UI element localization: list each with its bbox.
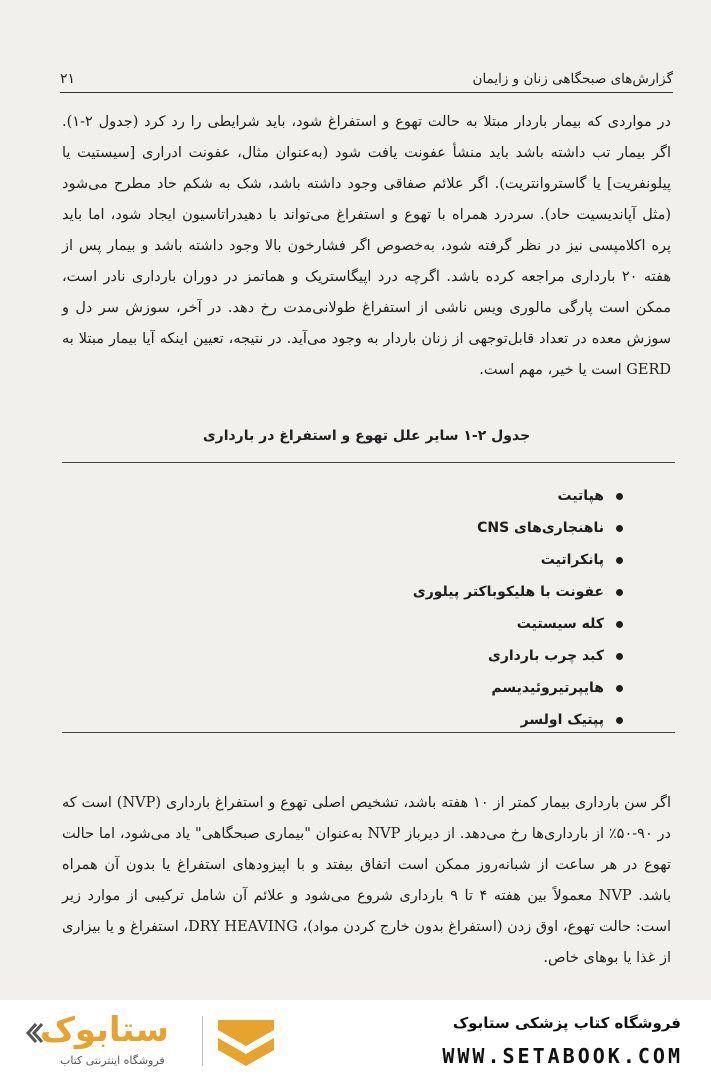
term-gerd: GERD	[626, 362, 671, 378]
page-number: ۲۱	[60, 71, 76, 87]
causes-list	[413, 480, 623, 736]
list-item	[413, 576, 623, 608]
list-item-label: پانکراتیت	[540, 552, 604, 568]
list-item	[413, 672, 623, 704]
bullet-icon	[616, 653, 623, 660]
list-item-label: کله سیستیت	[516, 616, 604, 632]
abbr-nvp-3: NVP	[598, 888, 632, 904]
paragraph-nvp	[62, 788, 671, 974]
paragraph2-text-d: معمولاً بین هفته ۴ تا ۹ بارداری شروع می‌شود و علائم آن شامل ترکیبی از موارد زیر است: حالت تهوع، اوق زدن (استفراغ بدون خارج کردن مواد)،	[62, 888, 672, 935]
list-item-label: هایپرتیروئیدیسم	[491, 680, 604, 696]
logo-wordmark: ستابوک	[40, 1010, 169, 1050]
bullet-icon	[616, 589, 623, 596]
list-item-label: هپاتیت	[557, 488, 604, 504]
paragraph-differential-diagnosis	[62, 107, 671, 386]
paragraph2-text-b: است که در ۹۰-۵۰٪ از بارداری‌ها رخ می‌دهد. از دیرباز	[62, 795, 671, 842]
store-footer-banner	[0, 1000, 711, 1080]
paragraph2-text-a: اگر سن بارداری بیمار کمتر از ۱۰ هفته باشد، تشخیص اصلی تهوع و استفراغ بارداری	[165, 795, 671, 811]
list-item	[413, 512, 623, 544]
table-caption: جدول ۲-۱ سایر علل تهوع و استفراغ در بارداری	[202, 428, 531, 444]
store-name: فروشگاه کتاب پزشکی ستابوک	[452, 1014, 681, 1032]
bullet-icon	[616, 557, 623, 564]
running-header-title: گزارش‌های صبحگاهی زنان و زایمان	[472, 71, 673, 87]
list-item	[413, 608, 623, 640]
bullet-icon	[616, 493, 623, 500]
running-header	[60, 66, 673, 93]
logo-divider	[202, 1016, 203, 1066]
logo-arrows-icon	[22, 1022, 44, 1044]
term-dry-heaving: DRY HEAVING	[188, 919, 298, 935]
list-item-label: پپتیک اولسر	[520, 712, 604, 728]
store-url[interactable]: WWW.SETABOOK.COM	[442, 1044, 683, 1068]
bullet-icon	[616, 685, 623, 692]
bullet-icon	[616, 525, 623, 532]
table-bottom-rule	[62, 732, 675, 733]
bullet-icon	[616, 717, 623, 724]
list-item	[413, 640, 623, 672]
logo-chevron-icon	[216, 1016, 276, 1066]
list-item	[413, 544, 623, 576]
logo-tagline: فروشگاه اینترنتی کتاب	[60, 1054, 165, 1067]
paragraph1-text-a: در مواردی که بیمار باردار مبتلا به حالت تهوع و استفراغ شود، باید شرایطی را رد کرد (جدول ۲-۱). اگر بیمار تب داشته باشد باید منشأ عفونت یافت شود (به‌عنوان مثال، عفونت ادراری [سیستیت یا پیلونفریت] یا گاستروانتریت). اگر علائم صفاقی وجود داشته باشد، شک به شکم حاد مطرح می‌شود (مثل آپاندیسیت حاد). سردرد همراه با تهوع و استفراغ می‌تواند با دهیدراتاسیون ایجاد شود، اما باید پره اکلامپسی نیز در نظر گرفته شود، به‌خصوص اگر فشارخون بالا وجود داشته باشد و بیمار پس از هفته ۲۰ بارداری مراجعه کرده باشد. اگرچه درد اپیگاستریک و هماتمز در دوران بارداری نادر است، ممکن است پارگی مالوری ویس ناشی از استفراغ طولانی‌مدت رخ دهد. در آخر، سوزش سر دل و سوزش معده در تعداد قابل‌توجهی از زنان باردار به وجود می‌آید. در نتیجه، تعیین اینکه آیا بیمار مبتلا به	[62, 114, 671, 347]
list-item-label: کبد چرب بارداری	[487, 648, 604, 664]
paragraph2-text-c: به‌عنوان "بیماری صبحگاهی" یاد می‌شود، اما حالت تهوع در هر ساعت از شبانه‌روز ممکن است اتفاق بیفتد و با اپیزودهای استفراغ یا بدون آن همراه باشد.	[62, 826, 672, 904]
abbr-nvp-2: NVP	[367, 826, 401, 842]
paragraph1-text-b: است یا خیر، مهم است.	[479, 362, 622, 378]
paragraph2-text-e: ، استفراغ و یا بیزاری از غذا یا بوهای خاص.	[62, 919, 671, 966]
list-item-label: ناهنجاری‌های CNS	[477, 520, 604, 536]
list-item	[413, 480, 623, 512]
abbr-nvp-1: (NVP)	[116, 795, 162, 811]
table-top-rule	[62, 462, 675, 463]
bullet-icon	[616, 621, 623, 628]
list-item-label: عفونت با هلیکوباکتر پیلوری	[412, 584, 604, 600]
